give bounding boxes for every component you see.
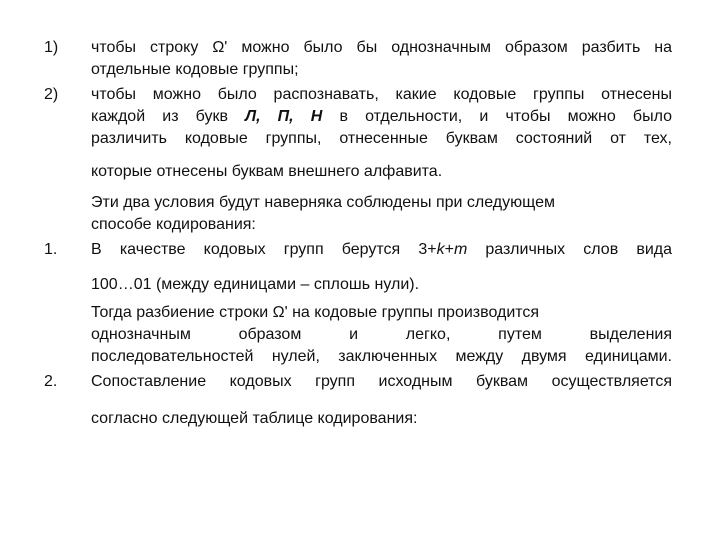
- numbered-marker-1: 1.: [44, 241, 58, 258]
- numbered-item-1-line-5: последовательностей нулей, заключенных между двумя единицами.: [91, 348, 672, 365]
- numbered-item-1-line-1: [91, 239, 672, 261]
- text-segment: В качестве кодовых групп берутся 3+: [91, 241, 437, 258]
- list-item-1-line-1: чтобы строку Ω' можно было бы однозначным образом разбить на: [91, 39, 672, 56]
- numbered-item-1-line-2: 100…01 (между единицами – сплошь нули).: [91, 276, 420, 293]
- numbered-marker-2: 2.: [44, 373, 58, 390]
- paragraph-line-1: Эти два условия будут наверняка соблюдены при следующем: [91, 194, 555, 211]
- numbered-item-2-line-2: согласно следующей таблице кодирования:: [91, 410, 418, 427]
- numbered-item-1-line-3: Тогда разбиение строки Ω' на кодовые группы производится: [91, 304, 540, 321]
- text-segment: различных слов вида: [467, 241, 673, 258]
- list-item-2-line-2: [91, 106, 672, 128]
- paragraph-line-2: способе кодирования:: [91, 216, 256, 233]
- variable-k: k: [436, 241, 445, 258]
- variable-m: m: [453, 241, 468, 258]
- emphasized-letters: Л, П, Н: [245, 108, 323, 125]
- plus-sign: +: [444, 241, 454, 258]
- list-item-2-line-1: чтобы можно было распознавать, какие кодовые группы отнесены: [91, 86, 672, 103]
- list-item-2-line-4: которые отнесены буквам внешнего алфавита.: [91, 163, 443, 180]
- text-segment: в отдельности, и чтобы можно было: [322, 108, 672, 125]
- list-item-1-line-2: отдельные кодовые группы;: [91, 61, 299, 78]
- list-item-2-line-3: различить кодовые группы, отнесенные буквам состояний от тех,: [91, 130, 672, 147]
- list-marker-1: 1): [44, 39, 59, 56]
- list-marker-2: 2): [44, 86, 59, 103]
- numbered-item-2-line-1: Сопоставление кодовых групп исходным буквам осуществляется: [91, 373, 672, 390]
- numbered-item-1-line-4: однозначным образом и легко, путем выделения: [91, 326, 672, 343]
- text-segment: каждой из букв: [91, 108, 246, 125]
